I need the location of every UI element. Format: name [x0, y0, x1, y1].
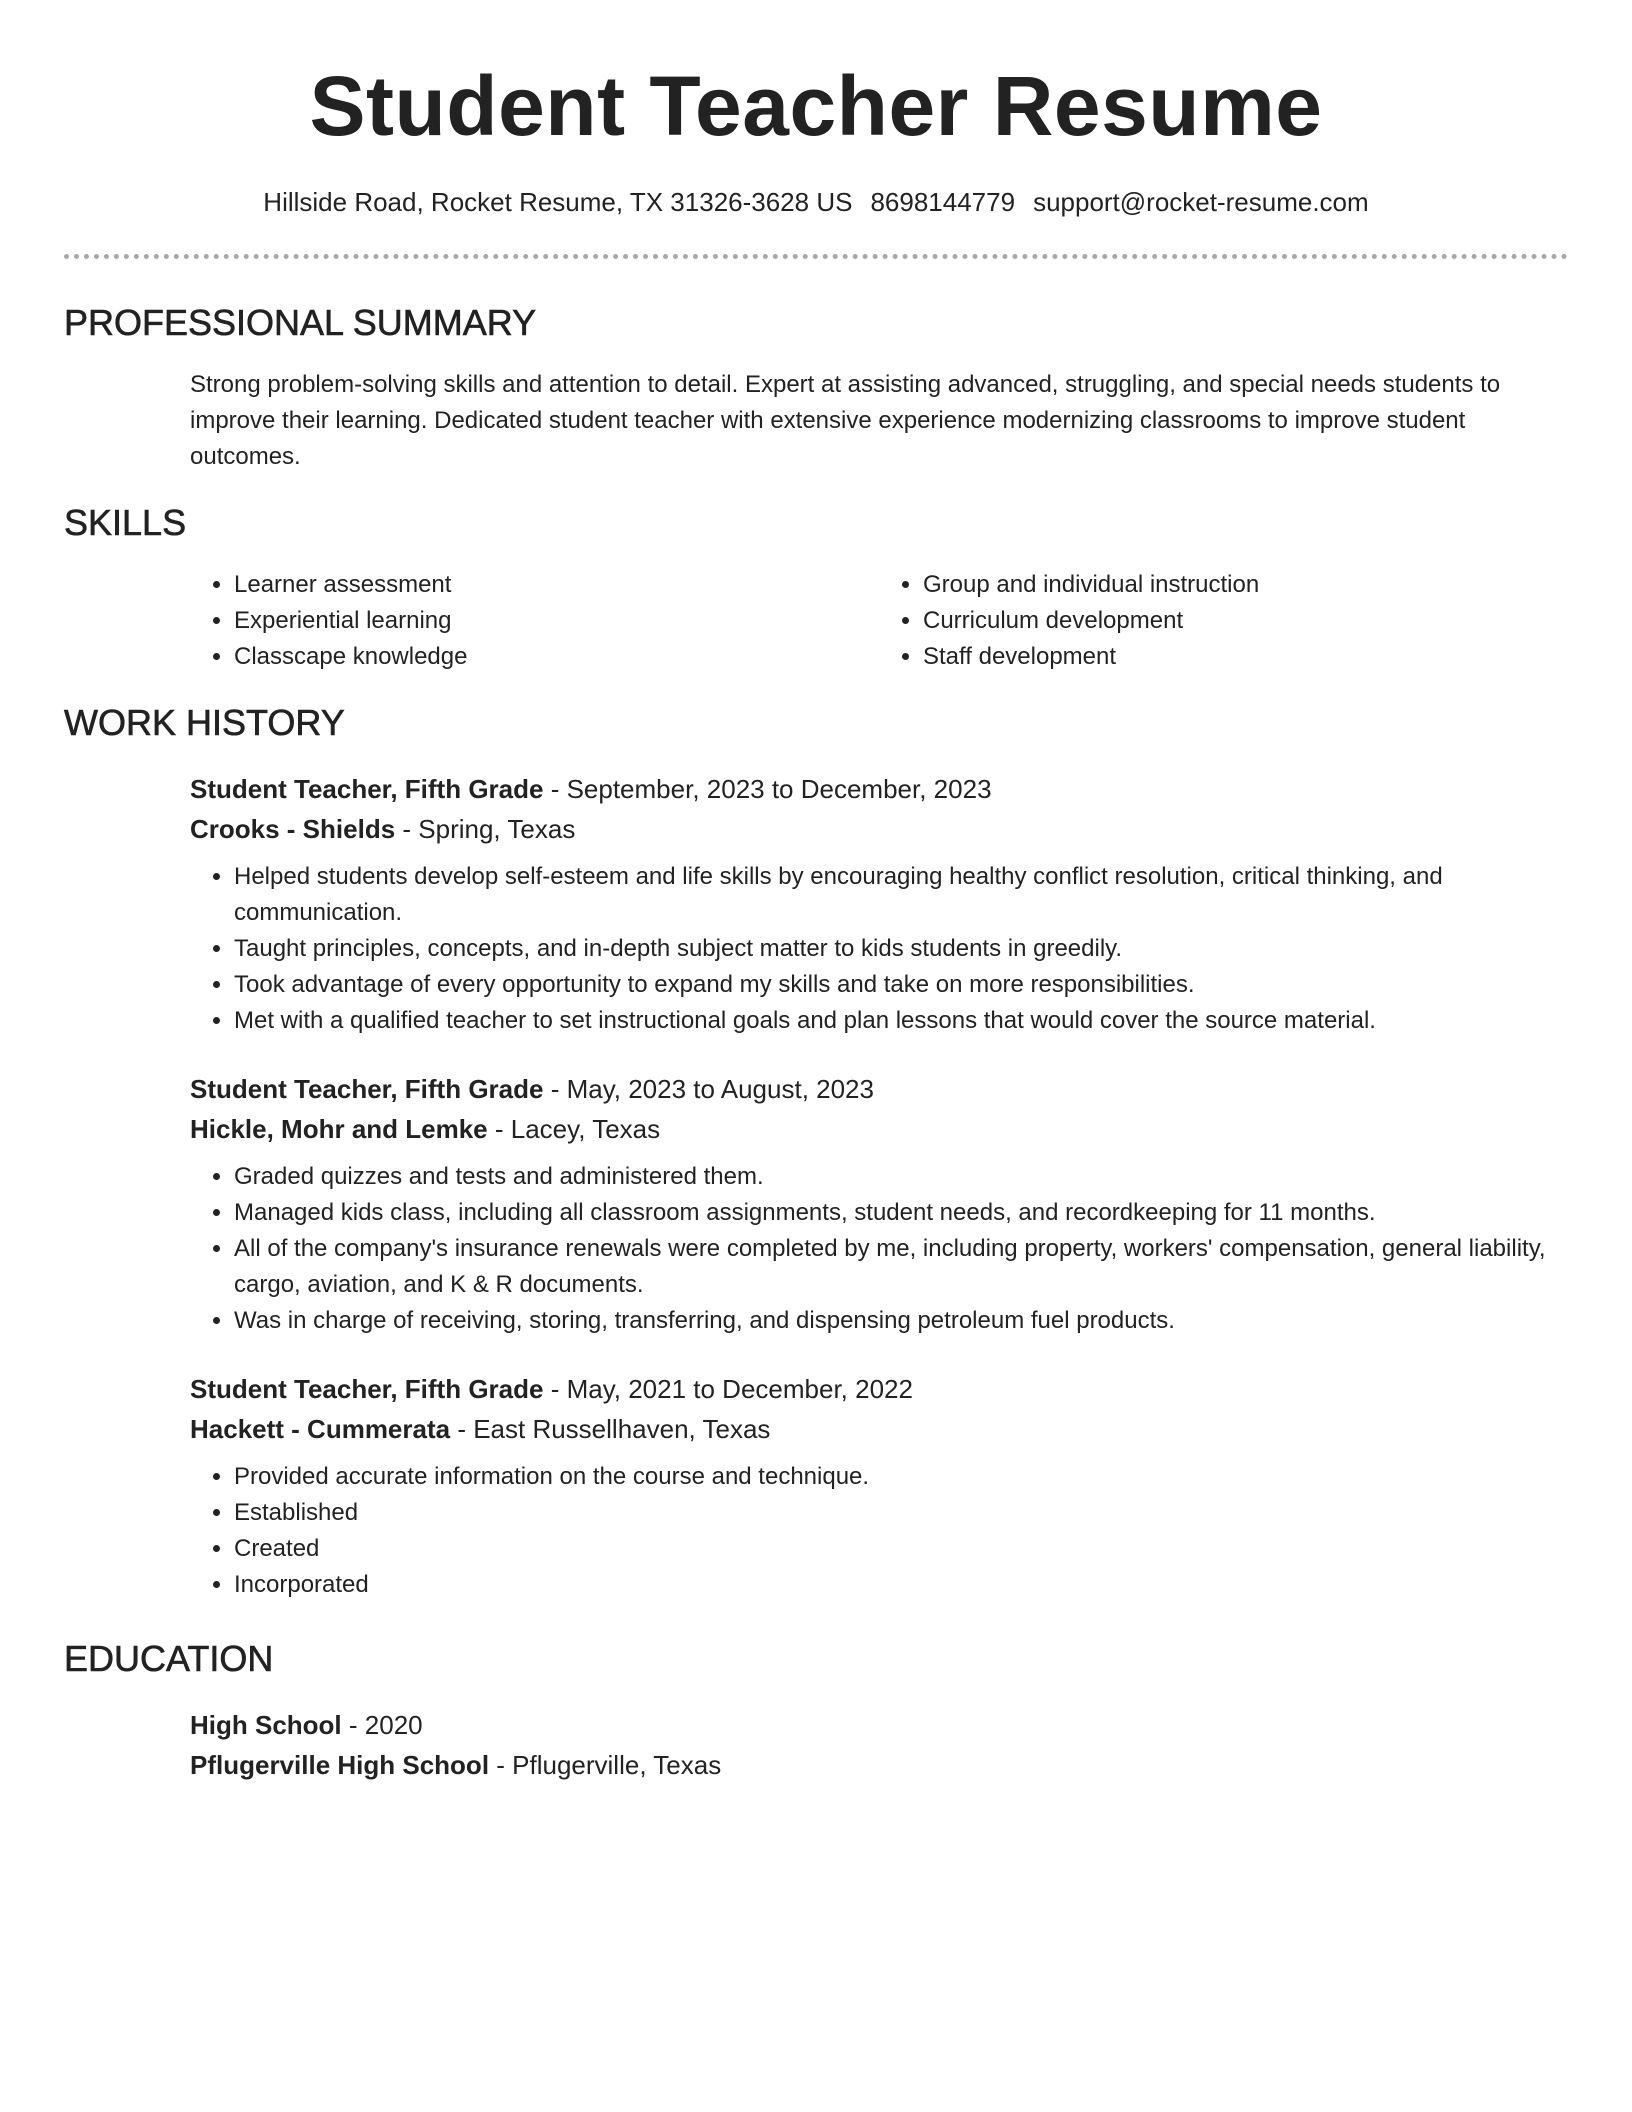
skill-item: • Classcape knowledge	[234, 639, 879, 675]
job-bullet: • Helped students develop self-esteem and life skills by encouraging healthy conflict resolution, critical thinking, and communication.	[234, 859, 1604, 931]
skills-column-left	[190, 567, 879, 675]
job-title: Student Teacher, Fifth Grade	[190, 1074, 544, 1104]
job-dates: - May, 2023 to August, 2023	[543, 1074, 874, 1104]
education-entry	[190, 1705, 1568, 1785]
job-bullet-list	[190, 1159, 1604, 1339]
job-bullet: • Provided accurate information on the course and technique.	[234, 1459, 1604, 1495]
job-bullet: • All of the company's insurance renewals were completed by me, including property, workers' compensation, general liability, cargo, aviation, and K & R documents.	[234, 1231, 1604, 1303]
education-school: Pflugerville High School	[190, 1750, 490, 1780]
skill-item: • Group and individual instruction	[923, 567, 1568, 603]
education-location: - Pflugerville, Texas	[489, 1750, 722, 1780]
job-dates: - September, 2023 to December, 2023	[543, 774, 992, 804]
job-bullet-list	[190, 1459, 1604, 1603]
section-heading-skills: SKILLS	[64, 502, 187, 543]
skills-column-right	[879, 567, 1568, 675]
job-bullet: • Was in charge of receiving, storing, transferring, and dispensing petroleum fuel products.	[234, 1303, 1604, 1339]
job-location: - East Russellhaven, Texas	[450, 1414, 771, 1444]
job-bullet-list	[190, 859, 1604, 1039]
job-entry	[190, 1069, 1568, 1339]
job-bullet: • Managed kids class, including all classroom assignments, student needs, and recordkeeping for 11 months.	[234, 1195, 1604, 1231]
job-bullet: • Took advantage of every opportunity to expand my skills and take on more responsibilities.	[234, 967, 1604, 1003]
education-degree: High School	[190, 1710, 342, 1740]
education-school-line	[190, 1745, 1568, 1785]
job-entry	[190, 1369, 1568, 1603]
section-heading-work-history: WORK HISTORY	[64, 702, 345, 743]
job-company: Hackett - Cummerata	[190, 1414, 451, 1444]
job-company-line	[190, 1409, 1568, 1449]
job-location: - Lacey, Texas	[487, 1114, 661, 1144]
summary-text: Strong problem-solving skills and attention to detail. Expert at assisting advanced, struggling, and special needs students to improve their learning. Dedicated student teacher with extensive experience modernizing classrooms to improve student outcomes.	[190, 371, 1501, 470]
contact-phone: 8698144779	[870, 187, 1016, 217]
job-entry	[190, 769, 1568, 1039]
job-location: - Spring, Texas	[395, 814, 576, 844]
job-bullet: • Incorporated	[234, 1567, 1604, 1603]
skill-item: • Learner assessment	[234, 567, 879, 603]
job-bullet: • Graded quizzes and tests and administered them.	[234, 1159, 1604, 1195]
job-company: Hickle, Mohr and Lemke	[190, 1114, 488, 1144]
job-title-line	[190, 769, 1568, 809]
skills-grid	[190, 567, 1568, 675]
header-divider	[64, 254, 1568, 259]
job-company-line	[190, 809, 1568, 849]
contact-address: Hillside Road, Rocket Resume, TX 31326-3628 US	[263, 187, 853, 217]
job-bullet: • Met with a qualified teacher to set instructional goals and plan lessons that would cover the source material.	[234, 1003, 1604, 1039]
education-year: - 2020	[341, 1710, 423, 1740]
skill-item: • Curriculum development	[923, 603, 1568, 639]
contact-email: support@rocket-resume.com	[1033, 187, 1369, 217]
section-heading-summary: PROFESSIONAL SUMMARY	[64, 302, 537, 343]
job-bullet: • Taught principles, concepts, and in-depth subject matter to kids students in greedily.	[234, 931, 1604, 967]
job-company: Crooks - Shields	[190, 814, 396, 844]
job-title: Student Teacher, Fifth Grade	[190, 774, 544, 804]
job-title: Student Teacher, Fifth Grade	[190, 1374, 544, 1404]
contact-line	[64, 184, 1568, 220]
job-dates: - May, 2021 to December, 2022	[543, 1374, 913, 1404]
job-company-line	[190, 1109, 1568, 1149]
job-title-line	[190, 1069, 1568, 1109]
job-bullet: • Established	[234, 1495, 1604, 1531]
education-degree-line	[190, 1705, 1568, 1745]
resume-title: Student Teacher Resume	[309, 59, 1323, 153]
skill-item: • Experiential learning	[234, 603, 879, 639]
job-bullet: • Created	[234, 1531, 1604, 1567]
job-title-line	[190, 1369, 1568, 1409]
skill-item: • Staff development	[923, 639, 1568, 675]
section-heading-education: EDUCATION	[64, 1638, 274, 1679]
